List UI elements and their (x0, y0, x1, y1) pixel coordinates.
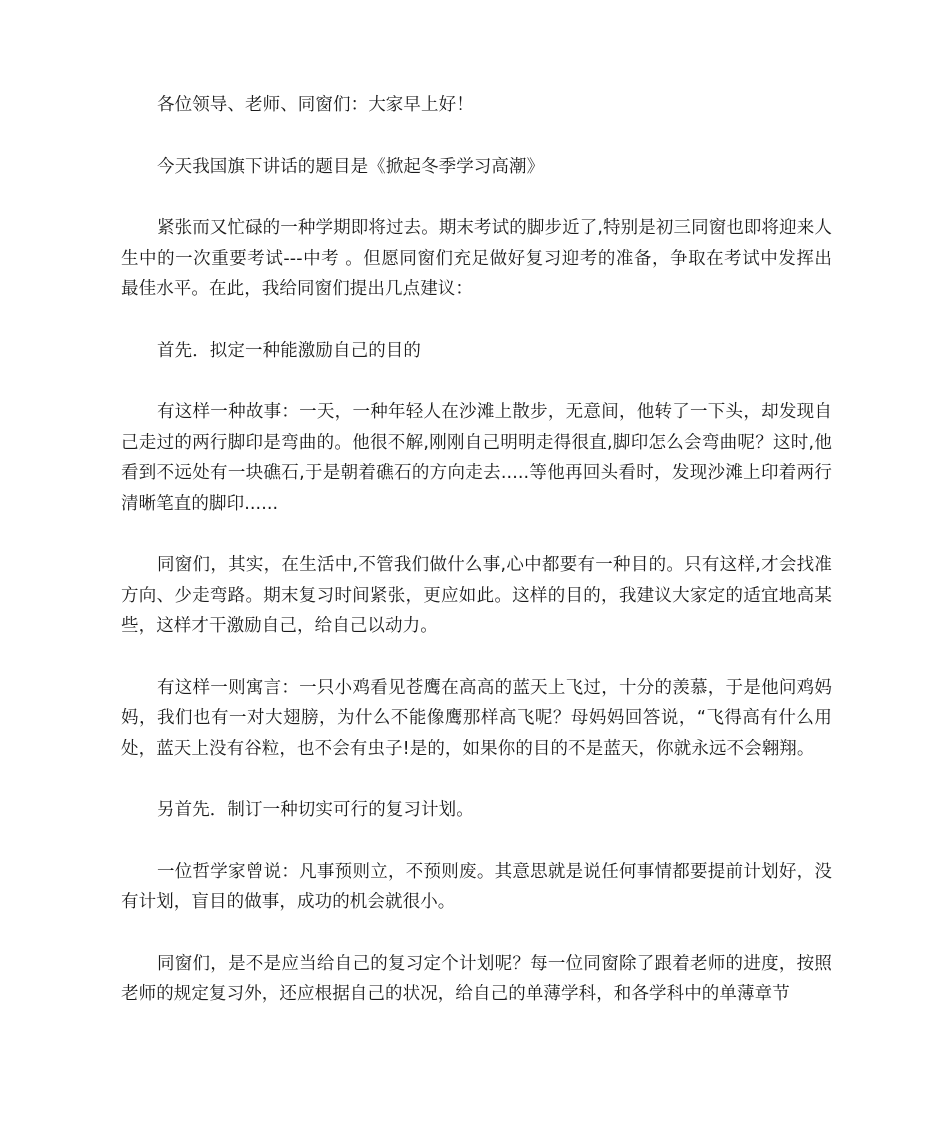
section-heading: 另首先．制订一种切实可行的复习计划。 (157, 800, 474, 820)
greeting-paragraph: 各位领导、老师、同窗们：大家早上好！ (157, 95, 474, 115)
body-paragraph: 同窗们，是不是应当给自己的复习定个计划呢？每一位同窗除了跟着老师的进度，按照老师的规定复习外，还应根据自己的状况，给自己的单薄学科，和各学科中的单薄章节 (121, 953, 832, 1004)
body-paragraph: 一位哲学家曾说：凡事预则立，不预则废。其意思就是说任何事情都要提前计划好，没有计划，盲目的做事，成功的机会就很小。 (121, 861, 832, 912)
body-paragraph: 有这样一则寓言：一只小鸡看见苍鹰在高高的蓝天上飞过，十分的羡慕，于是他问鸡妈妈，我们也有一对大翅膀，为什么不能像鹰那样高飞呢？母妈妈回答说，“飞得高有什么用处，蓝天上没有谷粒，也不会有虫子!是的，如果你的目的不是蓝天，你就永远不会翱翔。 (121, 677, 832, 759)
body-paragraph: 有这样一种故事：一天，一种年轻人在沙滩上散步，无意间，他转了一下头，却发现自己走过的两行脚印是弯曲的。他很不解,刚刚自己明明走得很直,脚印怎么会弯曲呢？这时,他看到不远处有一块礁石,于是朝着礁石的方向走去.....等他再回头看时，发现沙滩上印着两行清晰笔直的脚印...... (121, 402, 832, 514)
body-paragraph: 紧张而又忙碌的一种学期即将过去。期末考试的脚步近了,特别是初三同窗也即将迎来人生中的一次重要考试---中考 。但愿同窗们充足做好复习迎考的准备，争取在考试中发挥出最佳水平。在此，我给同窗们提出几点建议： (121, 218, 832, 299)
body-paragraph: 同窗们，其实，在生活中,不管我们做什么事,心中都要有一种目的。只有这样,才会找准方向、少走弯路。期末复习时间紧张，更应如此。这样的目的，我建议大家定的适宜地高某些，这样才干激励自己，给自己以动力。 (121, 555, 832, 636)
topic-paragraph: 今天我国旗下讲话的题目是《掀起冬季学习高潮》 (157, 156, 545, 177)
section-heading: 首先．拟定一种能激励自己的目的 (157, 340, 421, 361)
